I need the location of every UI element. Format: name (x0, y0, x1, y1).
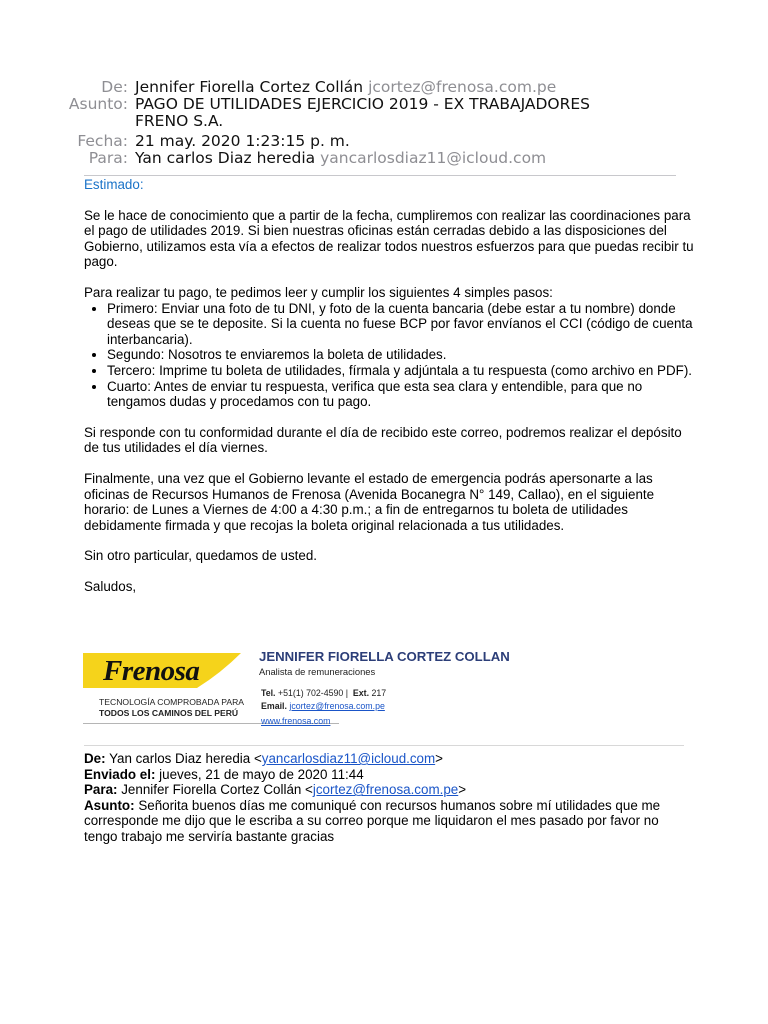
date-value: 21 may. 2020 1:23:15 p. m. (135, 132, 350, 150)
greeting: Estimado: (84, 177, 144, 192)
paragraph-1: Se le hace de conocimiento que a partir de la fecha, cumpliremos con realizar las coordinaciones para el pago de utilidades 2019. Si bien nuestras oficinas están cerradas debido a las disposiciones del Gobierno, utilizamos esta vía a efectos de realizar todos nuestros esfuerzos para que puedas recibir tu pago. (84, 207, 694, 270)
closing: Saludos, (84, 578, 137, 594)
subject-line1: PAGO DE UTILIDADES EJERCICIO 2019 - EX TRABAJADORES (135, 95, 591, 113)
fwd-from-row (84, 751, 684, 767)
frenosa-logo (83, 653, 245, 725)
fwd-to-row (84, 782, 684, 798)
from-name: Jennifer Fiorella Cortez Collán (135, 78, 364, 96)
steps-list (84, 301, 694, 410)
fwd-to-label: Para: (84, 782, 118, 798)
fwd-sent-row (84, 767, 684, 783)
signature-web-link[interactable]: www.frenosa.com (261, 716, 331, 726)
paragraph-5: Sin otro particular, quedamos de usted. (84, 548, 317, 564)
signature-name: JENNIFER FIORELLA CORTEZ COLLAN (259, 649, 510, 664)
subject-label: Asunto: (68, 95, 128, 113)
fwd-to-name: Jennifer Fiorella Cortez Collán < (121, 782, 313, 798)
fwd-from-email[interactable]: yancarlosdiaz11@icloud.com (261, 751, 436, 766)
from-label: De: (101, 78, 128, 96)
fwd-subject-row (84, 798, 684, 845)
logo-tagline-1: TECNOLOGÍA COMPROBADA PARA (99, 697, 245, 707)
step-item: • Tercero: Imprime tu boleta de utilidades, fírmala y adjúntala a tu respuesta (como archivo en PDF). (107, 363, 694, 379)
fwd-from-name: Yan carlos Diaz heredia < (109, 751, 262, 766)
to-label: Para: (88, 149, 128, 167)
tel-value: +51(1) 702-4590 | (277, 688, 348, 698)
fwd-from-tail: > (435, 751, 443, 766)
signature-web (261, 716, 330, 726)
step-item: • Cuarto: Antes de enviar tu respuesta, verifica que esta sea clara y entendible, para que no tengamos dudas y procedamos con tu pago. (107, 379, 694, 410)
fwd-subject-label: Asunto: (84, 797, 135, 813)
signature-email (261, 701, 385, 711)
step-item: • Segundo: Nosotros te enviaremos la boleta de utilidades. (107, 347, 694, 363)
fwd-to-email[interactable]: jcortez@frenosa.com.pe (312, 782, 459, 798)
signature-phone (261, 688, 386, 698)
fwd-subject-value: Señorita buenos días me comuniqué con recursos humanos sobre mí utilidades que me corresponde me dijo que le escriba a su correo porque me liquidaron el mes pasado por favor no tengo trabajo me serviría bastante gracias (84, 797, 661, 844)
header-divider (84, 175, 676, 176)
email-body (84, 177, 694, 594)
paragraph-2: Para realizar tu pago, te pedimos leer y cumplir los siguientes 4 simples pasos: (84, 284, 553, 300)
date-label: Fecha: (77, 132, 128, 150)
logo-tagline (99, 697, 244, 719)
logo-tagline-2: TODOS LOS CAMINOS DEL PERÚ (99, 708, 239, 718)
tel-label: Tel. (261, 688, 276, 698)
step-item: • Primero: Enviar una foto de tu DNI, y foto de la cuenta bancaria (debe estar a tu nombre) donde deseas que se te deposite. Si la cuenta no fuese BCP por favor envíanos el CCI (código de cuenta interbancaria). (107, 301, 694, 348)
from-email[interactable]: jcortez@frenosa.com.pe (368, 78, 557, 96)
signature-email-link[interactable]: jcortez@frenosa.com.pe (289, 701, 385, 711)
email-label: Email. (261, 701, 287, 711)
ext-label: Ext. (352, 688, 370, 698)
paragraph-3: Si responde con tu conformidad durante el día de recibido este correo, podremos realizar el depósito de tus utilidades el día viernes. (84, 424, 682, 456)
logo-brand: Frenosa (103, 655, 200, 687)
subject-line2: FRENO S.A. (135, 112, 224, 130)
forward-divider (84, 745, 684, 746)
ext-value: 217 (371, 688, 387, 698)
to-email[interactable]: yancarlosdiaz11@icloud.com (320, 149, 547, 167)
fwd-to-tail: > (458, 782, 467, 798)
paragraph-4: Finalmente, una vez que el Gobierno levante el estado de emergencia podrás apersonarte a las oficinas de Recursos Humanos de Frenosa (Avenida Bocanegra N° 149, Callao), en el siguiente horario: de Lunes a Viernes de 4:00 a 4:30 p.m.; a fin de entregarnos tu boleta de utilidades debidamente firmada y que recojas la boleta original relacionada a tus utilidades. (84, 470, 655, 533)
signature-role: Analista de remuneraciones (259, 666, 376, 677)
fwd-sent-label: Enviado el: (84, 766, 156, 782)
forwarded-message (84, 751, 684, 845)
fwd-sent-value: jueves, 21 de mayo de 2020 11:44 (159, 766, 364, 782)
to-name: Yan carlos Diaz heredia (135, 149, 316, 167)
fwd-from-label: De: (84, 751, 106, 766)
